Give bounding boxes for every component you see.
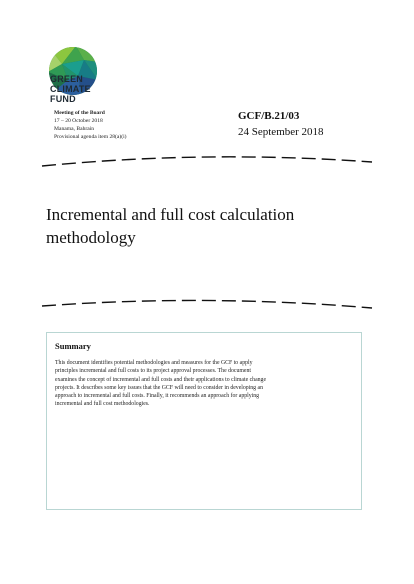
summary-line: incremental and full cost methodologies.	[55, 401, 150, 408]
summary-line: principles incremental and full costs to its project approval processes. The document	[55, 368, 251, 375]
document-reference	[238, 108, 324, 140]
summary-heading: Summary	[55, 341, 91, 351]
summary-box	[46, 332, 362, 510]
wave-divider-bottom	[40, 296, 374, 312]
title-line: methodology	[46, 228, 136, 247]
document-date: 24 September 2018	[238, 126, 324, 138]
document-title	[46, 203, 376, 249]
meeting-title: Meeting of the Board	[54, 110, 105, 116]
meeting-location: Manama, Bahrain	[54, 126, 95, 132]
title-line: Incremental and full cost calculation	[46, 205, 295, 224]
summary-line: This document identifies potential methodologies and measures for the GCF to apply	[55, 360, 253, 366]
summary-text	[55, 359, 353, 409]
wordmark-line: CLIMATE	[50, 84, 91, 94]
meeting-info	[54, 109, 127, 141]
wordmark-line: FUND	[50, 94, 76, 104]
wave-divider-top	[40, 152, 374, 168]
summary-line: examines the concept of incremental and full costs and their applications to climate change	[55, 376, 267, 383]
document-id: GCF/B.21/03	[238, 110, 300, 122]
wordmark-line: GREEN	[50, 74, 84, 84]
gcf-wordmark	[50, 74, 91, 104]
summary-line: approach to incremental and full costs. Finally, it recommends an approach for applying	[55, 393, 260, 400]
meeting-agenda: Provisional agenda item 28(a)(i)	[54, 134, 127, 140]
summary-line: projects. It describes some key issues that the GCF will need to consider in developing an	[55, 384, 264, 391]
meeting-dates: 17 – 20 October 2018	[54, 118, 103, 124]
